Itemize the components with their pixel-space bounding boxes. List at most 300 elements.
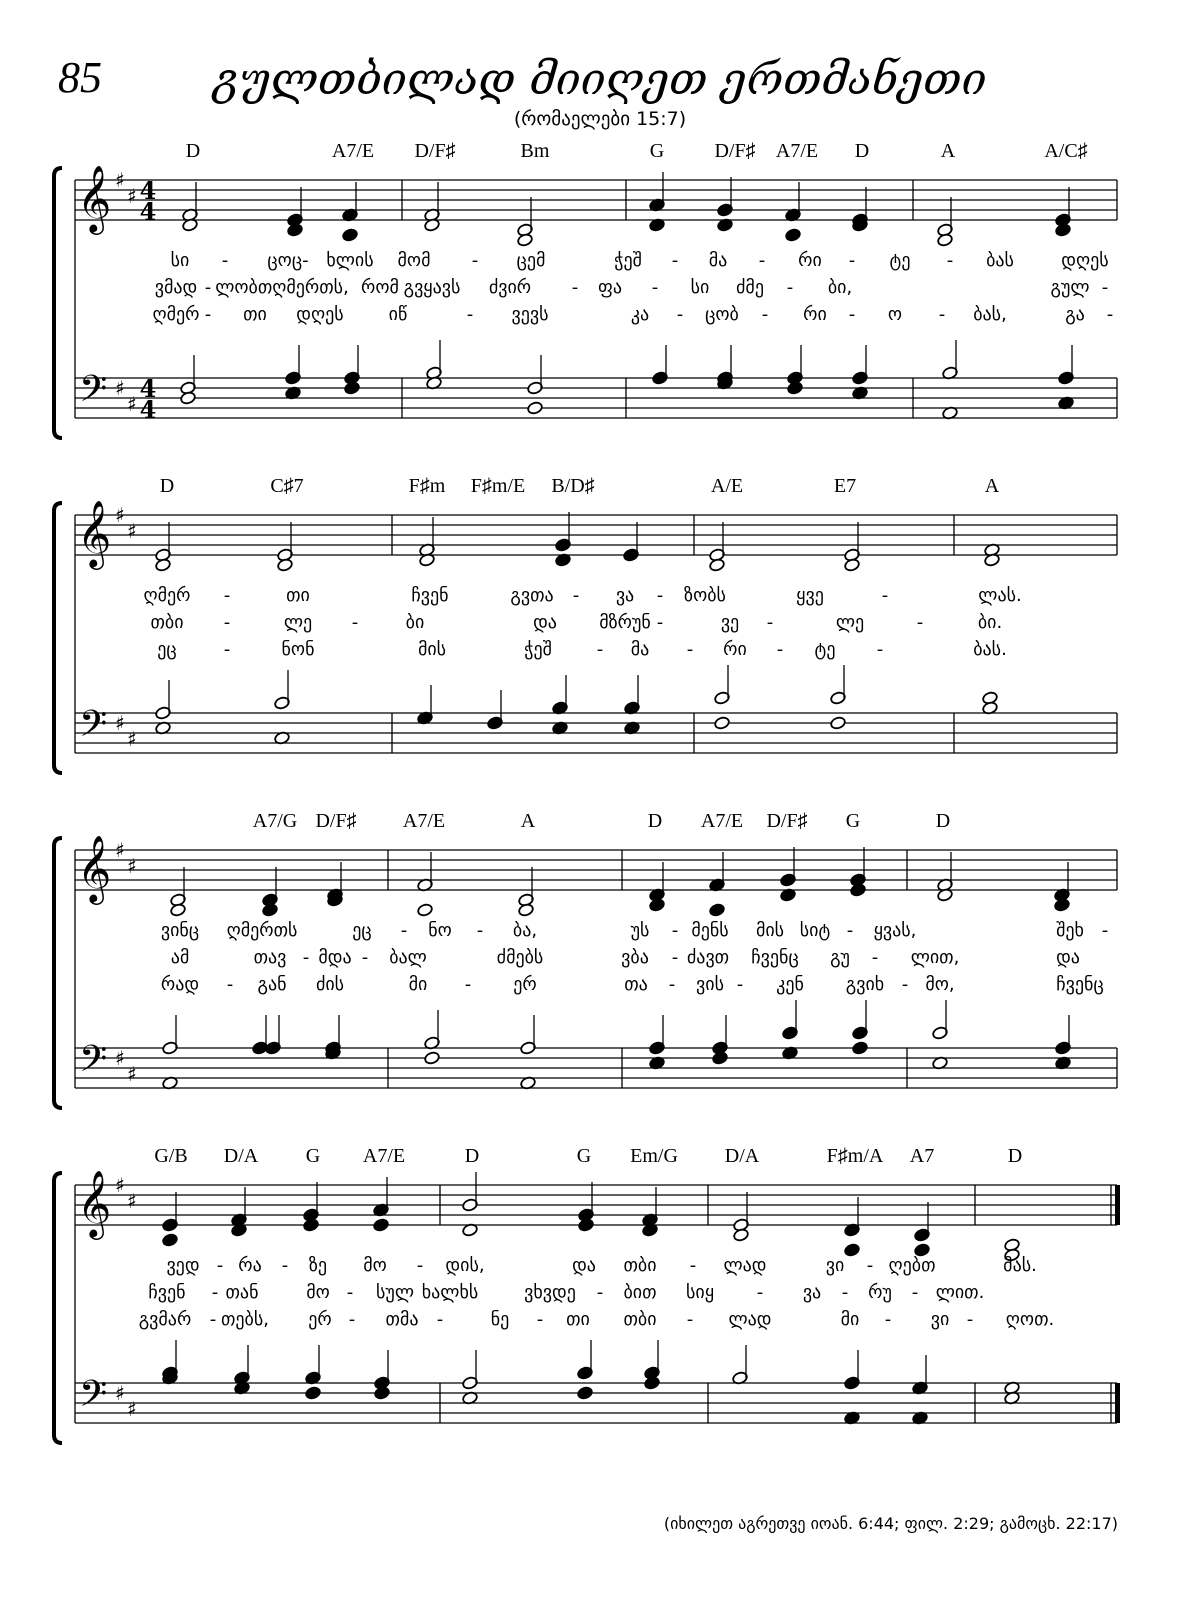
chord-symbol: A bbox=[984, 475, 1000, 497]
lyric-syllable: ძავთ bbox=[686, 947, 730, 968]
lyric-hyphen: - bbox=[686, 639, 694, 660]
lyric-syllable: რი bbox=[803, 304, 827, 325]
lyric-verse-2 bbox=[0, 612, 1200, 638]
lyric-verse-1 bbox=[0, 585, 1200, 611]
treble-note-head bbox=[518, 903, 535, 917]
key-signature-sharp-icon: ♯ bbox=[127, 519, 137, 543]
lyric-syllable: რა bbox=[238, 1255, 262, 1276]
lyric-hyphen: - bbox=[596, 639, 604, 660]
lyric-syllable: მო bbox=[306, 1282, 330, 1303]
lyric-syllable: ჩვენ bbox=[411, 585, 449, 606]
treble-note-head bbox=[417, 903, 434, 917]
lyric-syllable: ბი, bbox=[827, 277, 853, 298]
lyric-syllable: ვევს bbox=[511, 304, 549, 325]
lyric-syllable: ცოც- bbox=[267, 250, 309, 271]
lyric-syllable: ვხვდე bbox=[524, 1282, 576, 1303]
lyric-syllable: ძვირ bbox=[488, 277, 532, 298]
treble-note-head bbox=[937, 233, 954, 247]
lyric-syllable: სიყ bbox=[685, 1282, 715, 1303]
lyric-syllable: თბი bbox=[150, 612, 184, 633]
lyric-syllable: ნონ bbox=[281, 639, 315, 660]
chord-symbol: F♯m/E bbox=[470, 475, 526, 497]
lyric-syllable: ბას. bbox=[973, 639, 1007, 660]
lyric-syllable: ბას bbox=[986, 250, 1014, 271]
chord-symbol: A7/E bbox=[362, 1145, 406, 1167]
lyric-syllable: ვა bbox=[615, 585, 635, 606]
lyric-hyphen: - bbox=[876, 639, 884, 660]
lyric-syllable: თბი bbox=[623, 1309, 657, 1330]
final-bar-thick bbox=[1115, 1383, 1120, 1423]
lyric-syllable: და bbox=[572, 1255, 596, 1276]
key-signature-sharp-icon: ♯ bbox=[127, 854, 137, 878]
bass-note-head bbox=[644, 1376, 661, 1390]
lyric-hyphen: - bbox=[671, 947, 679, 968]
key-signature-sharp-icon: ♯ bbox=[127, 392, 137, 416]
lyric-hyphen: - bbox=[281, 1255, 289, 1276]
lyric-syllable: ნე bbox=[490, 1309, 510, 1330]
chord-symbol: A7/E bbox=[775, 140, 819, 162]
treble-note-head bbox=[277, 558, 294, 572]
lyric-syllable: ლე bbox=[835, 612, 865, 633]
lyric-syllable: ზე bbox=[308, 1255, 328, 1276]
lyric-hyphen: - bbox=[223, 639, 231, 660]
lyric-syllable: გუ bbox=[830, 947, 850, 968]
bass-clef-icon: 𝄢 bbox=[79, 368, 108, 419]
lyric-syllable: ღებთ bbox=[888, 1255, 936, 1276]
lyric-syllable: სიტ bbox=[799, 920, 831, 941]
bass-clef-icon: 𝄢 bbox=[79, 703, 108, 754]
music-system-4 bbox=[0, 1145, 1200, 1455]
chord-symbol: D/A bbox=[223, 1145, 259, 1167]
lyric-hyphen: - bbox=[671, 920, 679, 941]
lyric-syllable: თბი bbox=[623, 1255, 657, 1276]
lyric-hyphen: - bbox=[938, 304, 946, 325]
lyric-syllable: ღმერ bbox=[152, 304, 200, 325]
lyric-syllable: თან bbox=[225, 1282, 259, 1303]
bass-note-head bbox=[577, 1386, 594, 1400]
lyric-hyphen: - bbox=[476, 920, 484, 941]
treble-note-head bbox=[733, 1228, 750, 1242]
lyric-syllable: ვე bbox=[720, 612, 740, 633]
treble-note-head bbox=[785, 228, 802, 242]
lyric-hyphen: - bbox=[766, 612, 774, 633]
chord-symbol: A7/E bbox=[700, 810, 744, 832]
treble-note-head bbox=[709, 558, 726, 572]
chord-symbol: F♯m bbox=[408, 475, 446, 497]
bass-note-head bbox=[852, 1041, 869, 1055]
chord-symbol: G/B bbox=[154, 1145, 188, 1167]
bass-note-head bbox=[374, 1386, 391, 1400]
lyric-syllable: შეხ bbox=[1056, 920, 1084, 941]
treble-note-head bbox=[517, 233, 534, 247]
time-signature-denominator: 4 bbox=[139, 395, 157, 424]
lyric-syllable: სი bbox=[690, 277, 710, 298]
music-system-1 bbox=[0, 140, 1200, 450]
lyric-syllable: ვმად bbox=[154, 277, 198, 298]
bass-note-head bbox=[712, 1051, 729, 1065]
lyric-syllable: თი bbox=[286, 585, 310, 606]
lyric-hyphen: - bbox=[881, 585, 889, 606]
key-signature-sharp-icon: ♯ bbox=[115, 376, 125, 400]
treble-clef-icon: 𝄞 bbox=[77, 834, 112, 902]
lyric-syllable: ბი. bbox=[977, 612, 1003, 633]
lyric-syllable: თმა bbox=[385, 1309, 419, 1330]
lyric-syllable: რი bbox=[798, 250, 822, 271]
lyric-syllable: ჭეშ bbox=[524, 639, 552, 660]
chord-symbol: D bbox=[185, 140, 201, 162]
footer-references: (იხილეთ აგრეთვე იოან. 6:44; ფილ. 2:29; გამოცხ. 22:17) bbox=[663, 1514, 1118, 1533]
lyric-hyphen: - bbox=[211, 1282, 219, 1303]
lyric-syllable: გულ bbox=[1050, 277, 1090, 298]
lyric-syllable: გან bbox=[257, 974, 287, 995]
lyric-syllable: ტე bbox=[814, 639, 836, 660]
chord-symbol: D bbox=[647, 810, 663, 832]
lyric-syllable: მის bbox=[755, 920, 785, 941]
lyric-hyphen: - bbox=[400, 920, 408, 941]
lyric-hyphen: - bbox=[348, 1309, 356, 1330]
chord-symbol: E7 bbox=[833, 475, 857, 497]
final-bar-thick bbox=[1115, 1185, 1120, 1225]
lyric-syllable: ერ bbox=[308, 1309, 332, 1330]
lyric-verse-1 bbox=[0, 1255, 1200, 1281]
lyric-syllable: ცობ bbox=[705, 304, 739, 325]
lyric-syllable: და bbox=[1056, 947, 1080, 968]
lyric-syllable: ბას, bbox=[973, 304, 1007, 325]
lyric-hyphen: - bbox=[436, 1309, 444, 1330]
chord-symbol: G bbox=[305, 1145, 321, 1167]
lyric-syllable: თა bbox=[624, 974, 648, 995]
lyric-syllable: გვმარ bbox=[138, 1309, 192, 1330]
lyric-syllable: გა bbox=[1065, 304, 1085, 325]
treble-clef-icon: 𝄞 bbox=[77, 164, 112, 232]
lyric-hyphen: - bbox=[911, 1282, 919, 1303]
treble-note-head bbox=[1055, 223, 1072, 237]
treble-clef-icon: 𝄞 bbox=[77, 1169, 112, 1237]
chord-symbol: B/D♯ bbox=[551, 475, 595, 497]
lyric-syllable: ლად bbox=[723, 1255, 767, 1276]
lyric-syllable: ვბა bbox=[621, 947, 649, 968]
bass-note-head bbox=[305, 1386, 322, 1400]
lyric-hyphen: - bbox=[346, 1282, 354, 1303]
lyric-syllable: ხალხს bbox=[421, 1282, 479, 1303]
lyric-syllable: სი bbox=[170, 250, 190, 271]
lyric-syllable: ჩვენც bbox=[751, 947, 799, 968]
chord-symbol: A7/G bbox=[252, 810, 298, 832]
lyric-hyphen: - bbox=[596, 1282, 604, 1303]
chord-symbol: A/E bbox=[710, 475, 744, 497]
chord-symbol: D/F♯ bbox=[714, 140, 756, 162]
lyric-syllable: ჭეშ bbox=[614, 250, 642, 271]
lyric-syllable: მი bbox=[408, 974, 428, 995]
key-signature-sharp-icon: ♯ bbox=[115, 711, 125, 735]
lyric-hyphen: - bbox=[1106, 304, 1114, 325]
lyric-verse-2 bbox=[0, 277, 1200, 303]
lyric-hyphen: - bbox=[786, 277, 794, 298]
treble-note-head bbox=[844, 558, 861, 572]
lyric-syllable: ლად bbox=[728, 1309, 772, 1330]
lyric-syllable: თი bbox=[566, 1309, 590, 1330]
chord-symbol: Em/G bbox=[630, 1145, 678, 1167]
lyric-syllable: მენს bbox=[691, 920, 729, 941]
lyric-hyphen: - bbox=[841, 1282, 849, 1303]
lyric-syllable: რი bbox=[723, 639, 747, 660]
treble-note-head bbox=[1054, 898, 1071, 912]
lyric-hyphen: - bbox=[656, 585, 664, 606]
lyric-hyphen: - bbox=[668, 974, 676, 995]
lyric-hyphen: - bbox=[736, 974, 744, 995]
lyric-syllable: ნო bbox=[428, 920, 452, 941]
lyric-syllable: გვთა bbox=[510, 585, 554, 606]
lyric-hyphen: - bbox=[223, 585, 231, 606]
scripture-reference: (რომაელები 15:7) bbox=[513, 108, 687, 130]
lyric-verse-2 bbox=[0, 1282, 1200, 1308]
treble-note-head bbox=[373, 1218, 390, 1232]
lyric-syllable: ძმე bbox=[736, 277, 764, 298]
chord-symbol: D bbox=[464, 1145, 480, 1167]
treble-note-head bbox=[170, 903, 187, 917]
lyric-hyphen: - bbox=[302, 947, 310, 968]
treble-note-head bbox=[162, 1233, 179, 1247]
bass-note-head bbox=[830, 716, 847, 730]
lyric-hyphen: - bbox=[216, 1255, 224, 1276]
lyric-syllable: და bbox=[533, 612, 557, 633]
lyric-syllable: მო, bbox=[925, 974, 955, 995]
bass-clef-icon: 𝄢 bbox=[79, 1038, 108, 1089]
lyric-syllable: ტე bbox=[889, 250, 911, 271]
time-signature-numerator: 4 bbox=[139, 374, 157, 403]
lyric-syllable: ძის bbox=[315, 974, 345, 995]
lyric-hyphen: - bbox=[416, 1255, 424, 1276]
bass-note-head bbox=[344, 381, 361, 395]
lyric-syllable: ხლის bbox=[326, 250, 374, 271]
lyric-hyphen: - bbox=[916, 612, 924, 633]
lyric-syllable: მა bbox=[630, 639, 650, 660]
lyric-hyphen: - bbox=[686, 1309, 694, 1330]
music-system-2 bbox=[0, 475, 1200, 785]
lyric-hyphen: - bbox=[656, 612, 664, 633]
chord-symbol: D bbox=[854, 140, 870, 162]
lyric-hyphen: - bbox=[204, 304, 212, 325]
lyric-hyphen: - bbox=[209, 1309, 217, 1330]
lyric-syllable: ყვას, bbox=[873, 920, 917, 941]
lyric-syllable: ეც bbox=[157, 639, 177, 660]
lyric-syllable: რომ bbox=[361, 277, 399, 298]
treble-note-head bbox=[709, 903, 726, 917]
chord-symbol: Bm bbox=[520, 140, 550, 162]
lyric-hyphen: - bbox=[651, 277, 659, 298]
lyric-syllable: ღმერ bbox=[143, 585, 191, 606]
lyric-syllable: ღოთ. bbox=[1005, 1309, 1055, 1330]
chord-symbol: D/F♯ bbox=[315, 810, 357, 832]
lyric-hyphen: - bbox=[871, 947, 879, 968]
treble-note-head bbox=[287, 223, 304, 237]
system-bracket bbox=[54, 503, 62, 773]
chord-symbol: A7/E bbox=[331, 140, 375, 162]
bass-note-head bbox=[787, 381, 804, 395]
lyric-syllable: კენ bbox=[776, 974, 804, 995]
key-signature-sharp-icon: ♯ bbox=[115, 1046, 125, 1070]
lyric-syllable: მდა bbox=[318, 947, 352, 968]
lyric-syllable: ფა bbox=[598, 277, 622, 298]
lyric-syllable: ლით. bbox=[935, 1282, 985, 1303]
lyric-syllable: თებს, bbox=[221, 1309, 269, 1330]
lyric-hyphen: - bbox=[361, 947, 369, 968]
lyric-hyphen: - bbox=[571, 277, 579, 298]
lyric-hyphen: - bbox=[676, 304, 684, 325]
bass-note-head bbox=[714, 716, 731, 730]
lyric-verse-2 bbox=[0, 947, 1200, 973]
lyric-syllable: დღეს bbox=[296, 304, 344, 325]
lyric-verse-3 bbox=[0, 639, 1200, 665]
treble-note-head bbox=[342, 228, 359, 242]
lyric-syllable: ეც bbox=[352, 920, 372, 941]
lyric-syllable: გვყავს bbox=[403, 277, 461, 298]
lyric-syllable: ბალ bbox=[389, 947, 427, 968]
lyric-syllable: ყვე bbox=[796, 585, 824, 606]
lyric-syllable: ამ bbox=[170, 947, 190, 968]
lyric-syllable: უს bbox=[630, 920, 650, 941]
lyric-syllable: ერ bbox=[513, 974, 537, 995]
chord-symbol: A bbox=[520, 810, 536, 832]
lyric-syllable: ლე bbox=[283, 612, 313, 633]
chord-symbol: F♯m/A bbox=[826, 1145, 884, 1167]
chord-symbol: A bbox=[940, 140, 956, 162]
lyric-hyphen: - bbox=[758, 250, 766, 271]
lyric-hyphen: - bbox=[866, 1255, 874, 1276]
treble-clef-icon: 𝄞 bbox=[77, 499, 112, 567]
lyric-hyphen: - bbox=[776, 639, 784, 660]
lyric-syllable: მო bbox=[363, 1255, 387, 1276]
key-signature-sharp-icon: ♯ bbox=[127, 1062, 137, 1086]
time-signature-numerator: 4 bbox=[139, 176, 157, 205]
key-signature-sharp-icon: ♯ bbox=[115, 503, 125, 527]
lyric-syllable: რუ bbox=[868, 1282, 892, 1303]
system-bracket bbox=[54, 168, 62, 438]
lyric-syllable: სულ bbox=[376, 1282, 414, 1303]
lyric-hyphen: - bbox=[846, 920, 854, 941]
song-number: 85 bbox=[58, 53, 102, 102]
lyric-syllable: მზრუნ bbox=[599, 612, 651, 633]
lyric-hyphen: - bbox=[204, 277, 212, 298]
lyric-verse-3 bbox=[0, 1309, 1200, 1335]
lyric-syllable: ბი bbox=[405, 612, 425, 633]
chord-symbol: D/F♯ bbox=[766, 810, 808, 832]
lyric-hyphen: - bbox=[756, 1282, 764, 1303]
lyric-hyphen: - bbox=[848, 250, 856, 271]
treble-note-head bbox=[262, 903, 279, 917]
lyric-syllable: ბით bbox=[623, 1282, 657, 1303]
key-signature-sharp-icon: ♯ bbox=[115, 1381, 125, 1405]
lyric-syllable: მომ bbox=[397, 250, 431, 271]
lyric-hyphen: - bbox=[466, 304, 474, 325]
key-signature-sharp-icon: ♯ bbox=[127, 184, 137, 208]
lyric-syllable: რად bbox=[160, 974, 200, 995]
time-signature-denominator: 4 bbox=[139, 197, 157, 226]
lyric-syllable: მა bbox=[708, 250, 728, 271]
lyric-hyphen: - bbox=[223, 612, 231, 633]
lyric-syllable: ვედ bbox=[166, 1255, 200, 1276]
lyric-verse-3 bbox=[0, 974, 1200, 1000]
chord-symbol: G bbox=[576, 1145, 592, 1167]
chord-symbol: D/F♯ bbox=[414, 140, 456, 162]
key-signature-sharp-icon: ♯ bbox=[115, 1173, 125, 1197]
treble-note-head bbox=[649, 898, 666, 912]
lyric-hyphen: - bbox=[966, 1309, 974, 1330]
lyric-hyphen: - bbox=[572, 585, 580, 606]
treble-note-head bbox=[155, 558, 172, 572]
system-bracket bbox=[54, 838, 62, 1108]
lyric-hyphen: - bbox=[221, 250, 229, 271]
lyric-hyphen: - bbox=[761, 304, 769, 325]
bass-note-head bbox=[180, 391, 197, 405]
music-system-3 bbox=[0, 810, 1200, 1120]
lyric-syllable: დის, bbox=[445, 1255, 485, 1276]
chord-symbol: A7 bbox=[909, 1145, 935, 1167]
system-bracket bbox=[54, 1173, 62, 1443]
lyric-hyphen: - bbox=[1101, 920, 1109, 941]
lyric-syllable: ლობთღმერთს, bbox=[215, 277, 349, 298]
chord-symbol: A7/E bbox=[402, 810, 446, 832]
lyric-syllable: ღმერთს bbox=[226, 920, 298, 941]
lyric-hyphen: - bbox=[884, 1309, 892, 1330]
key-signature-sharp-icon: ♯ bbox=[127, 1397, 137, 1421]
chord-symbol: G bbox=[649, 140, 665, 162]
chord-symbol: D bbox=[935, 810, 951, 832]
lyric-hyphen: - bbox=[471, 250, 479, 271]
lyric-hyphen: - bbox=[351, 612, 359, 633]
lyric-syllable: თავ bbox=[253, 947, 287, 968]
lyric-hyphen: - bbox=[1101, 277, 1109, 298]
bass-clef-icon: 𝄢 bbox=[79, 1373, 108, 1424]
key-signature-sharp-icon: ♯ bbox=[115, 168, 125, 192]
chord-symbol: C♯7 bbox=[270, 475, 304, 497]
key-signature-sharp-icon: ♯ bbox=[127, 1189, 137, 1213]
lyric-syllable: ლით, bbox=[910, 947, 960, 968]
lyric-syllable: იწ bbox=[388, 304, 408, 325]
key-signature-sharp-icon: ♯ bbox=[115, 838, 125, 862]
chord-symbol: D/A bbox=[724, 1145, 760, 1167]
lyric-hyphen: - bbox=[671, 250, 679, 271]
lyric-syllable: ვინც bbox=[160, 920, 200, 941]
lyric-syllable: ო bbox=[887, 304, 903, 325]
key-signature-sharp-icon: ♯ bbox=[127, 727, 137, 751]
lyric-syllable: ვა bbox=[802, 1282, 822, 1303]
treble-note-head bbox=[303, 1218, 320, 1232]
chord-symbol: A/C♯ bbox=[1044, 140, 1088, 162]
lyric-syllable: მის bbox=[417, 639, 447, 660]
chord-symbol: D bbox=[1007, 1145, 1023, 1167]
lyric-verse-1 bbox=[0, 250, 1200, 276]
lyric-syllable: დღეს bbox=[1061, 250, 1109, 271]
lyric-verse-3 bbox=[0, 304, 1200, 330]
lyric-syllable: მას. bbox=[1003, 1255, 1037, 1276]
lyric-syllable: მი bbox=[840, 1309, 860, 1330]
bass-note-head bbox=[527, 401, 544, 415]
lyric-syllable: ცემ bbox=[516, 250, 546, 271]
lyric-hyphen: - bbox=[226, 974, 234, 995]
lyric-syllable: ჩვენ bbox=[148, 1282, 186, 1303]
lyric-syllable: ძმებს bbox=[496, 947, 544, 968]
lyric-verse-1 bbox=[0, 920, 1200, 946]
treble-note-head bbox=[578, 1218, 595, 1232]
chord-symbol: D bbox=[159, 475, 175, 497]
lyric-hyphen: - bbox=[901, 974, 909, 995]
lyric-syllable: ვი bbox=[930, 1309, 950, 1330]
lyric-syllable: კა bbox=[630, 304, 650, 325]
treble-note-head bbox=[850, 883, 867, 897]
song-title: გულთბილად მიიღეთ ერთმანეთი bbox=[213, 54, 987, 105]
lyric-syllable: ზობს bbox=[684, 585, 726, 606]
